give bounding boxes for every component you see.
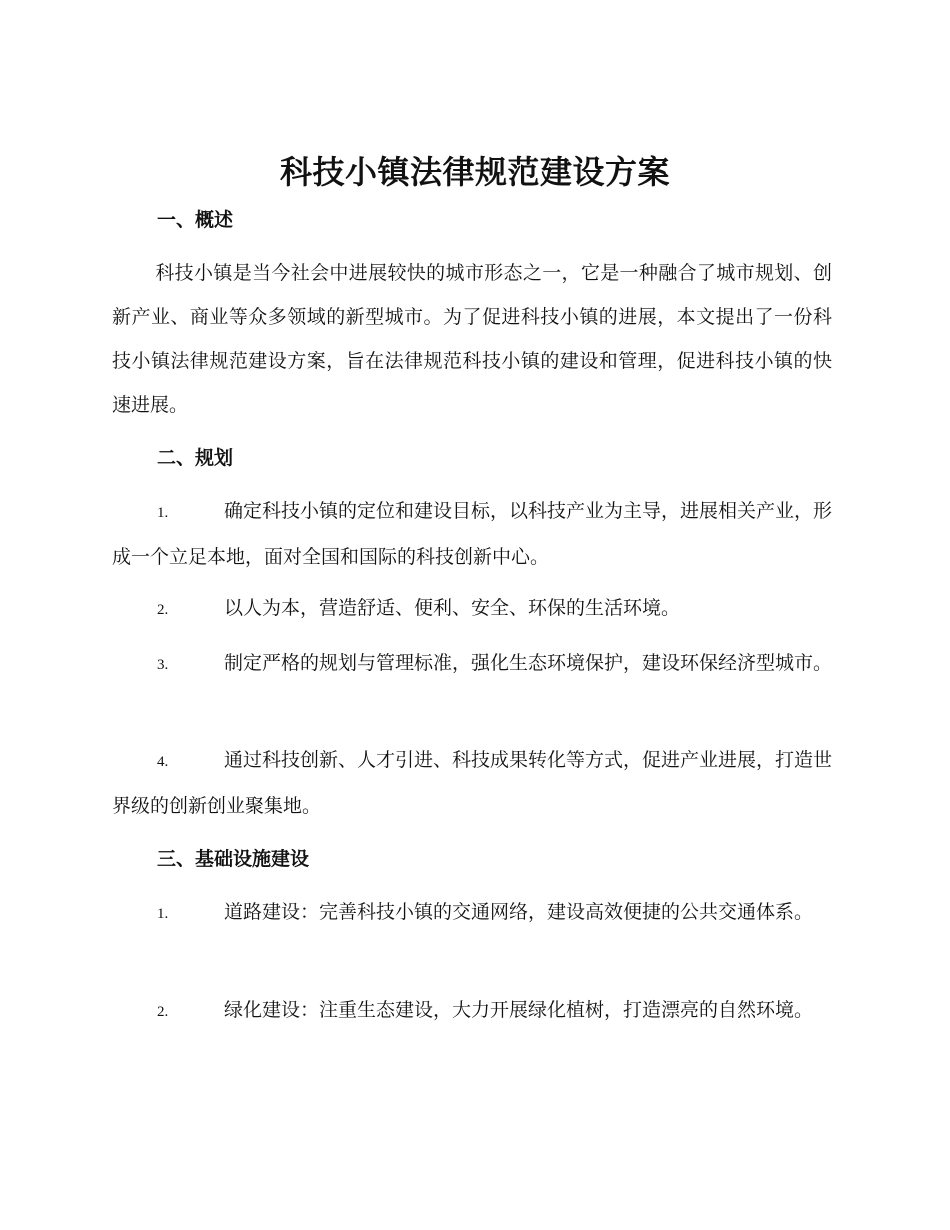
section-heading-planning: 二、规划: [157, 447, 234, 469]
section-heading-infrastructure: 三、基础设施建设: [157, 848, 310, 870]
list-item: [112, 489, 832, 579]
section-heading-overview: 一、概述: [157, 209, 234, 231]
list-item-text: 道路建设：完善科技小镇的交通网络，建设高效便捷的公共交通体系。: [224, 901, 814, 923]
list-number: 2.: [157, 602, 169, 618]
list-number: 3.: [157, 657, 169, 673]
list-number: 2.: [157, 1004, 169, 1020]
list-number: 1.: [157, 906, 169, 922]
overview-paragraph: [112, 251, 832, 427]
list-item: [112, 988, 832, 1034]
list-item: [112, 738, 832, 828]
list-item-text: 制定严格的规划与管理标准，强化生态环境保护，建设环保经济型城市。: [224, 652, 833, 674]
document-title: 科技小镇法律规范建设方案: [279, 153, 670, 191]
list-item-text: 通过科技创新、人才引进、科技成果转化等方式，促进产业进展，打造世界级的创新创业聚集地。: [112, 749, 833, 817]
list-item: [112, 586, 832, 632]
list-number: 4.: [157, 754, 169, 770]
list-item: [112, 890, 832, 936]
list-item-text: 绿化建设：注重生态建设，大力开展绿化植树，打造漂亮的自然环境。: [224, 999, 814, 1021]
overview-paragraph-text: 科技小镇是当今社会中进展较快的城市形态之一，它是一种融合了城市规划、创新产业、商业等众多领域的新型城市。为了促进科技小镇的进展，本文提出了一份科技小镇法律规范建设方案，旨在法律规范科技小镇的建设和管理，促进科技小镇的快速进展。: [112, 262, 832, 416]
list-item-text: 确定科技小镇的定位和建设目标，以科技产业为主导，进展相关产业，形成一个立足本地，面对全国和国际的科技创新中心。: [112, 500, 833, 568]
list-item: [112, 641, 832, 687]
list-item-text: 以人为本，营造舒适、便利、安全、环保的生活环境。: [224, 597, 681, 619]
list-number: 1.: [157, 505, 169, 521]
